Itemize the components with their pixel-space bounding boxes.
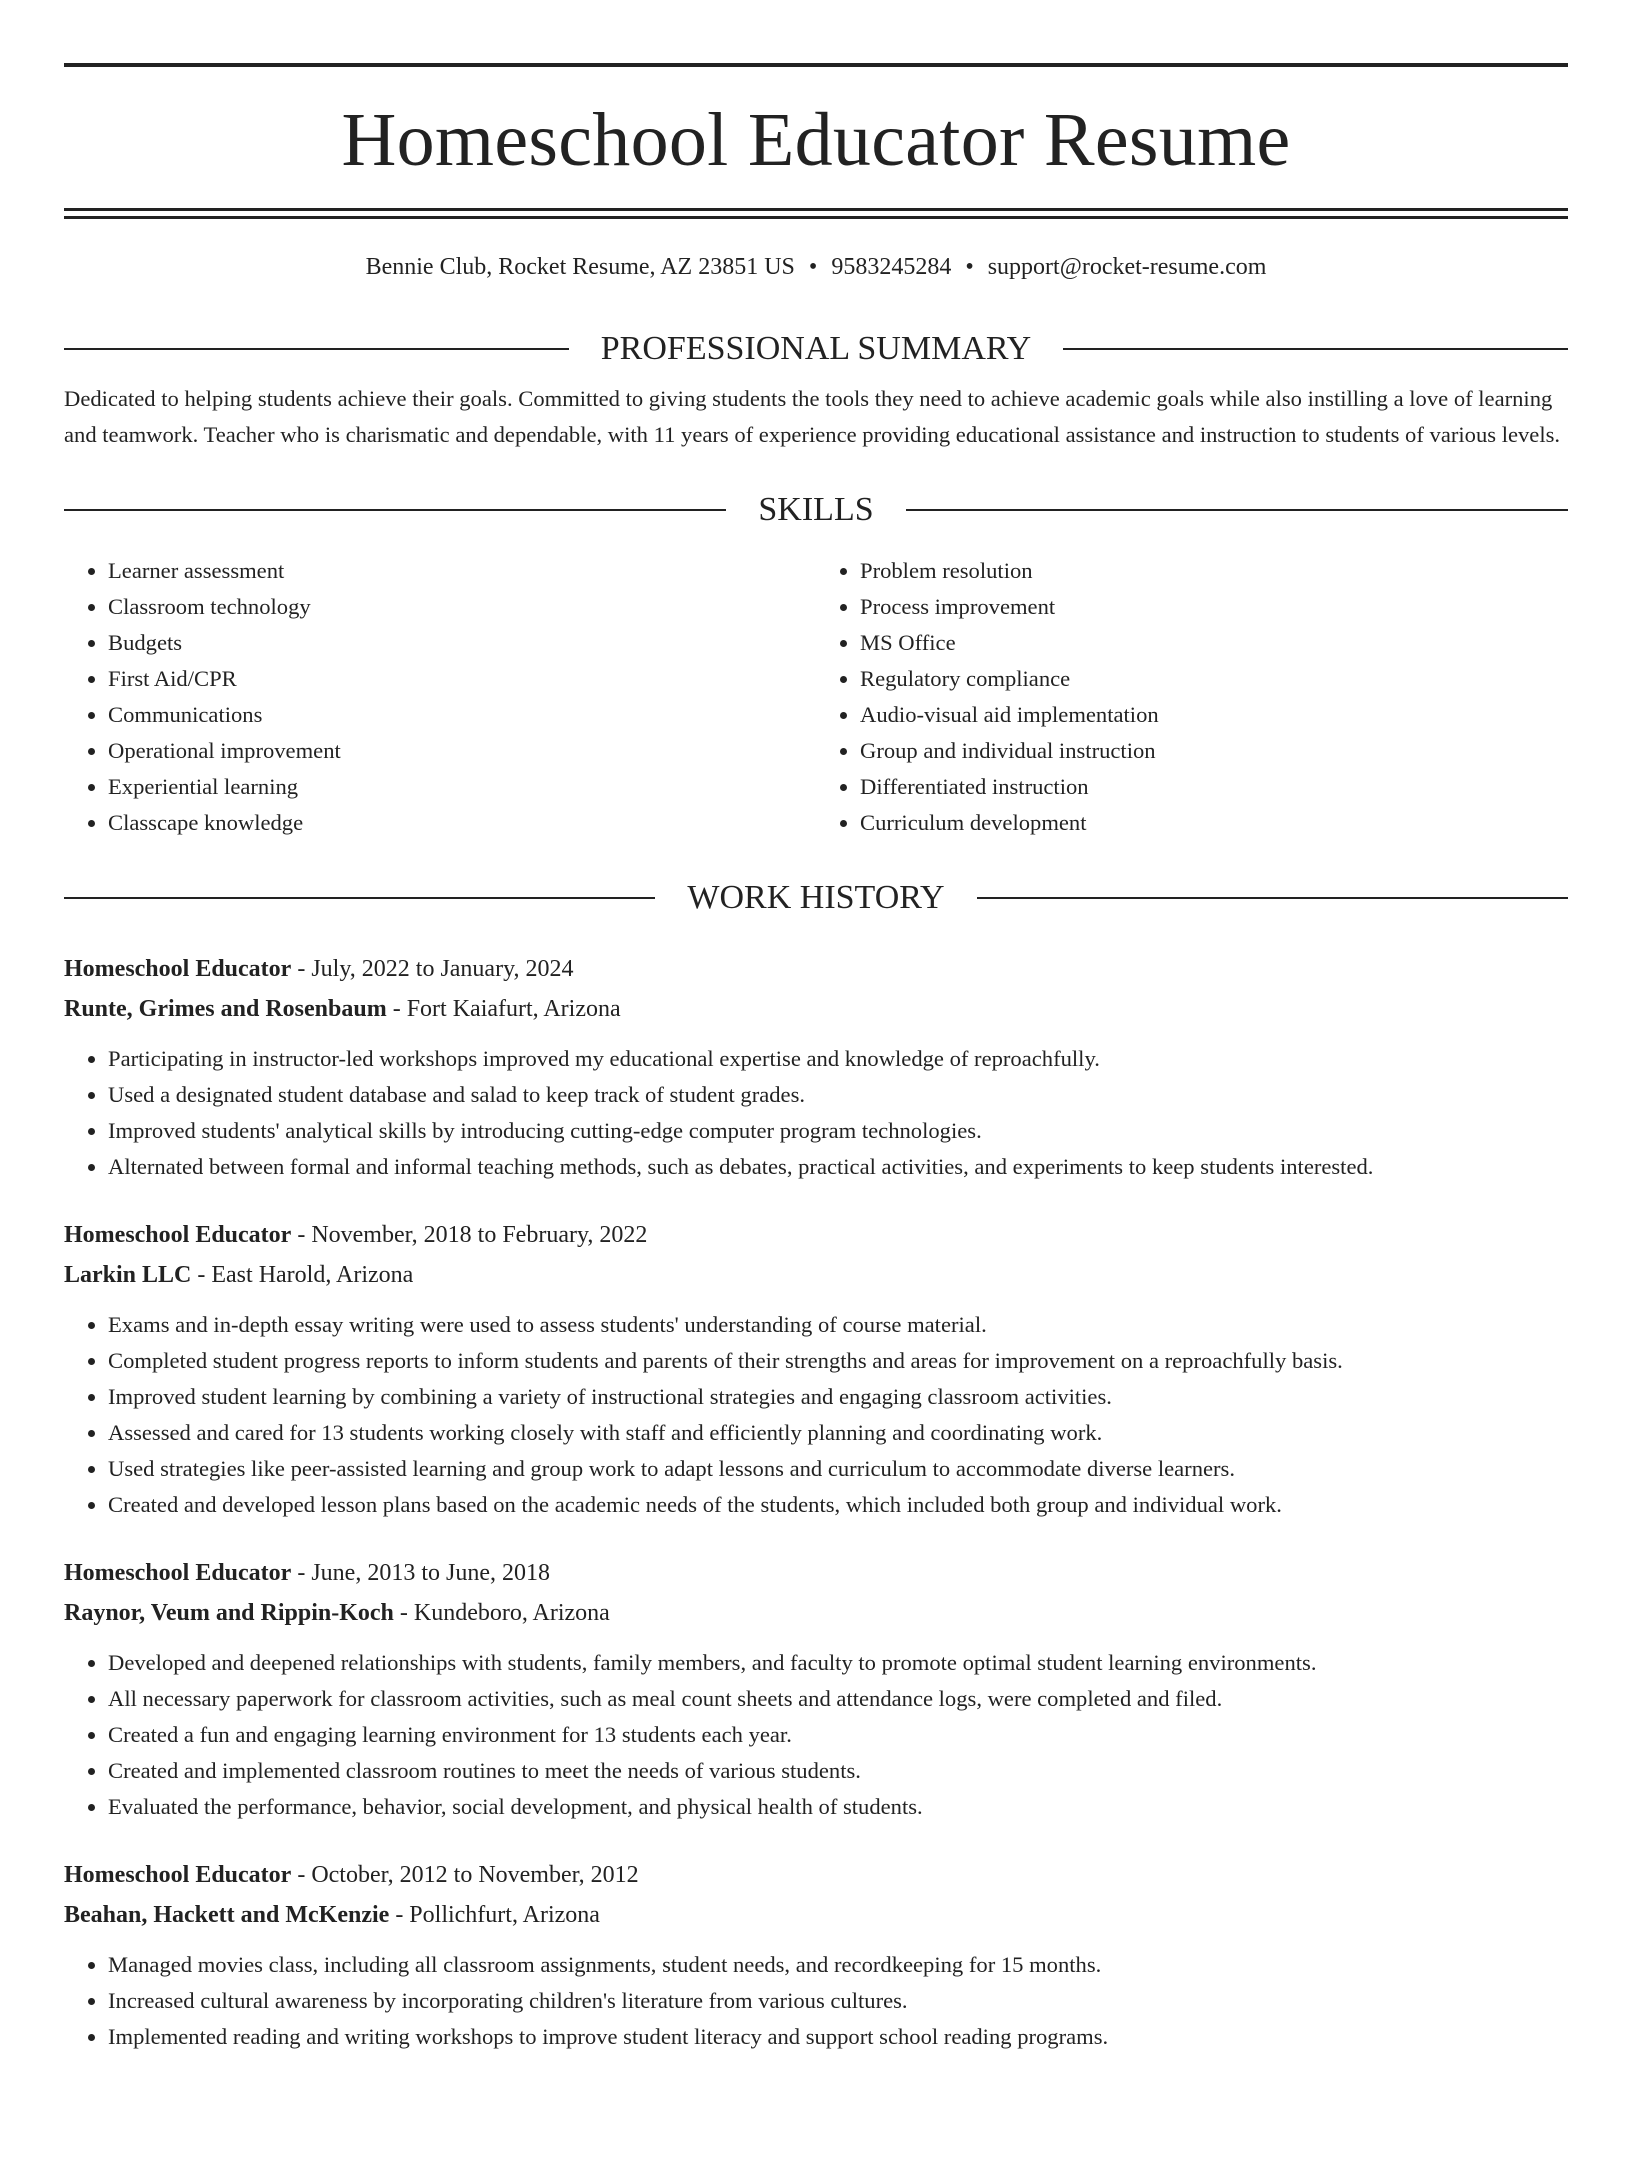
job-company-line bbox=[64, 989, 1568, 1029]
skills-right-column bbox=[816, 553, 1568, 841]
job-company: Larkin LLC bbox=[64, 1261, 192, 1288]
job-company-line bbox=[64, 1895, 1568, 1935]
job-bullet: • Improved students' analytical skills by introducing cutting-edge computer program technologies. bbox=[108, 1113, 1568, 1149]
skill-item: • First Aid/CPR bbox=[108, 661, 816, 697]
job-bullets bbox=[64, 1041, 1568, 1185]
job-company: Raynor, Veum and Rippin-Koch bbox=[64, 1599, 394, 1626]
skill-item: • Regulatory compliance bbox=[860, 661, 1568, 697]
job-title: Homeschool Educator bbox=[64, 955, 292, 982]
resume-page bbox=[0, 63, 1632, 2175]
skill-item: • Group and individual instruction bbox=[860, 733, 1568, 769]
summary-heading-text: PROFESSIONAL SUMMARY bbox=[600, 329, 1032, 367]
skills-left-column bbox=[64, 553, 816, 841]
skill-item: • Learner assessment bbox=[108, 553, 816, 589]
job-bullet: • Alternated between formal and informal teaching methods, such as debates, practical activities, and experiments to keep students interested. bbox=[108, 1149, 1568, 1185]
contact-address: Bennie Club, Rocket Resume, AZ 23851 US bbox=[365, 254, 795, 280]
job-bullet: • Increased cultural awareness by incorporating children's literature from various cultures. bbox=[108, 1983, 1568, 2019]
job-location: - East Harold, Arizona bbox=[197, 1261, 414, 1288]
summary-text: Dedicated to helping students achieve their goals. Committed to giving students the tools they need to achieve academic goals while also instilling a love of learning and teamwork. Teacher who is charismatic and dependable, with 11 years of experience providing educational assistance and instruction to students of various levels. bbox=[64, 385, 1561, 447]
job-bullet: • Assessed and cared for 13 students working closely with staff and efficiently planning and coordinating work. bbox=[108, 1415, 1568, 1451]
job-location: - Kundeboro, Arizona bbox=[399, 1599, 610, 1626]
job-bullet: • Developed and deepened relationships with students, family members, and faculty to promote optimal student learning environments. bbox=[108, 1645, 1568, 1681]
job-title: Homeschool Educator bbox=[64, 1221, 292, 1248]
contact-line bbox=[64, 253, 1568, 282]
job-entry bbox=[64, 1553, 1568, 1825]
work-history-heading bbox=[64, 878, 1568, 916]
job-bullet: • Created a fun and engaging learning environment for 13 students each year. bbox=[108, 1717, 1568, 1753]
job-title-line bbox=[64, 1855, 1568, 1895]
job-bullets bbox=[64, 1645, 1568, 1825]
job-location: - Pollichfurt, Arizona bbox=[395, 1901, 600, 1928]
job-bullets bbox=[64, 1947, 1568, 2055]
job-dates: - November, 2018 to February, 2022 bbox=[297, 1221, 648, 1248]
job-bullet: • All necessary paperwork for classroom activities, such as meal count sheets and attendance logs, were completed and filed. bbox=[108, 1681, 1568, 1717]
job-bullet: • Used a designated student database and salad to keep track of student grades. bbox=[108, 1077, 1568, 1113]
job-bullet: • Evaluated the performance, behavior, social development, and physical health of students. bbox=[108, 1789, 1568, 1825]
summary-heading bbox=[64, 329, 1568, 367]
job-location: - Fort Kaiafurt, Arizona bbox=[392, 995, 621, 1022]
job-entry bbox=[64, 949, 1568, 1185]
job-bullet: • Managed movies class, including all classroom assignments, student needs, and recordkeeping for 15 months. bbox=[108, 1947, 1568, 1983]
job-bullet: • Created and developed lesson plans based on the academic needs of the students, which included both group and individual work. bbox=[108, 1487, 1568, 1523]
work-history-list bbox=[64, 949, 1568, 2055]
contact-email: support@rocket-resume.com bbox=[987, 254, 1267, 280]
work-history-heading-text: WORK HISTORY bbox=[687, 878, 945, 916]
job-bullet: • Improved student learning by combining a variety of instructional strategies and engaging classroom activities. bbox=[108, 1379, 1568, 1415]
resume-title: Homeschool Educator Resume bbox=[341, 98, 1291, 182]
skill-item: • Budgets bbox=[108, 625, 816, 661]
top-rule bbox=[64, 63, 1568, 67]
skill-item: • Classcape knowledge bbox=[108, 805, 816, 841]
skills-grid bbox=[64, 553, 1568, 841]
job-entry bbox=[64, 1855, 1568, 2055]
job-bullet: • Participating in instructor-led workshops improved my educational expertise and knowledge of reproachfully. bbox=[108, 1041, 1568, 1077]
job-company: Beahan, Hackett and McKenzie bbox=[64, 1901, 390, 1928]
skill-item: • Audio-visual aid implementation bbox=[860, 697, 1568, 733]
job-bullet: • Implemented reading and writing workshops to improve student literacy and support school reading programs. bbox=[108, 2019, 1568, 2055]
contact-separator: • bbox=[965, 254, 974, 280]
skill-item: • Process improvement bbox=[860, 589, 1568, 625]
skill-item: • MS Office bbox=[860, 625, 1568, 661]
job-company: Runte, Grimes and Rosenbaum bbox=[64, 995, 387, 1022]
job-dates: - October, 2012 to November, 2012 bbox=[297, 1861, 639, 1888]
job-bullet: • Created and implemented classroom routines to meet the needs of various students. bbox=[108, 1753, 1568, 1789]
job-dates: - June, 2013 to June, 2018 bbox=[297, 1559, 550, 1586]
skill-item: • Problem resolution bbox=[860, 553, 1568, 589]
job-company-line bbox=[64, 1255, 1568, 1295]
job-bullet: • Completed student progress reports to inform students and parents of their strengths and areas for improvement on a reproachfully basis. bbox=[108, 1343, 1568, 1379]
job-bullet: • Exams and in-depth essay writing were used to assess students' understanding of course material. bbox=[108, 1307, 1568, 1343]
skill-item: • Classroom technology bbox=[108, 589, 816, 625]
skill-item: • Curriculum development bbox=[860, 805, 1568, 841]
job-bullet: • Used strategies like peer-assisted learning and group work to adapt lessons and curriculum to accommodate diverse learners. bbox=[108, 1451, 1568, 1487]
job-entry bbox=[64, 1215, 1568, 1523]
skill-item: • Differentiated instruction bbox=[860, 769, 1568, 805]
job-title: Homeschool Educator bbox=[64, 1559, 292, 1586]
job-dates: - July, 2022 to January, 2024 bbox=[297, 955, 574, 982]
job-company-line bbox=[64, 1593, 1568, 1633]
skills-heading-text: SKILLS bbox=[758, 490, 874, 528]
job-title-line bbox=[64, 1553, 1568, 1593]
contact-phone: 9583245284 bbox=[831, 254, 952, 280]
skill-item: • Communications bbox=[108, 697, 816, 733]
skill-item: • Experiential learning bbox=[108, 769, 816, 805]
job-title-line bbox=[64, 1215, 1568, 1255]
title-double-rule bbox=[64, 208, 1568, 219]
job-title-line bbox=[64, 949, 1568, 989]
job-bullets bbox=[64, 1307, 1568, 1523]
contact-separator: • bbox=[808, 254, 818, 280]
skills-heading bbox=[64, 490, 1568, 528]
job-title: Homeschool Educator bbox=[64, 1861, 292, 1888]
skill-item: • Operational improvement bbox=[108, 733, 816, 769]
